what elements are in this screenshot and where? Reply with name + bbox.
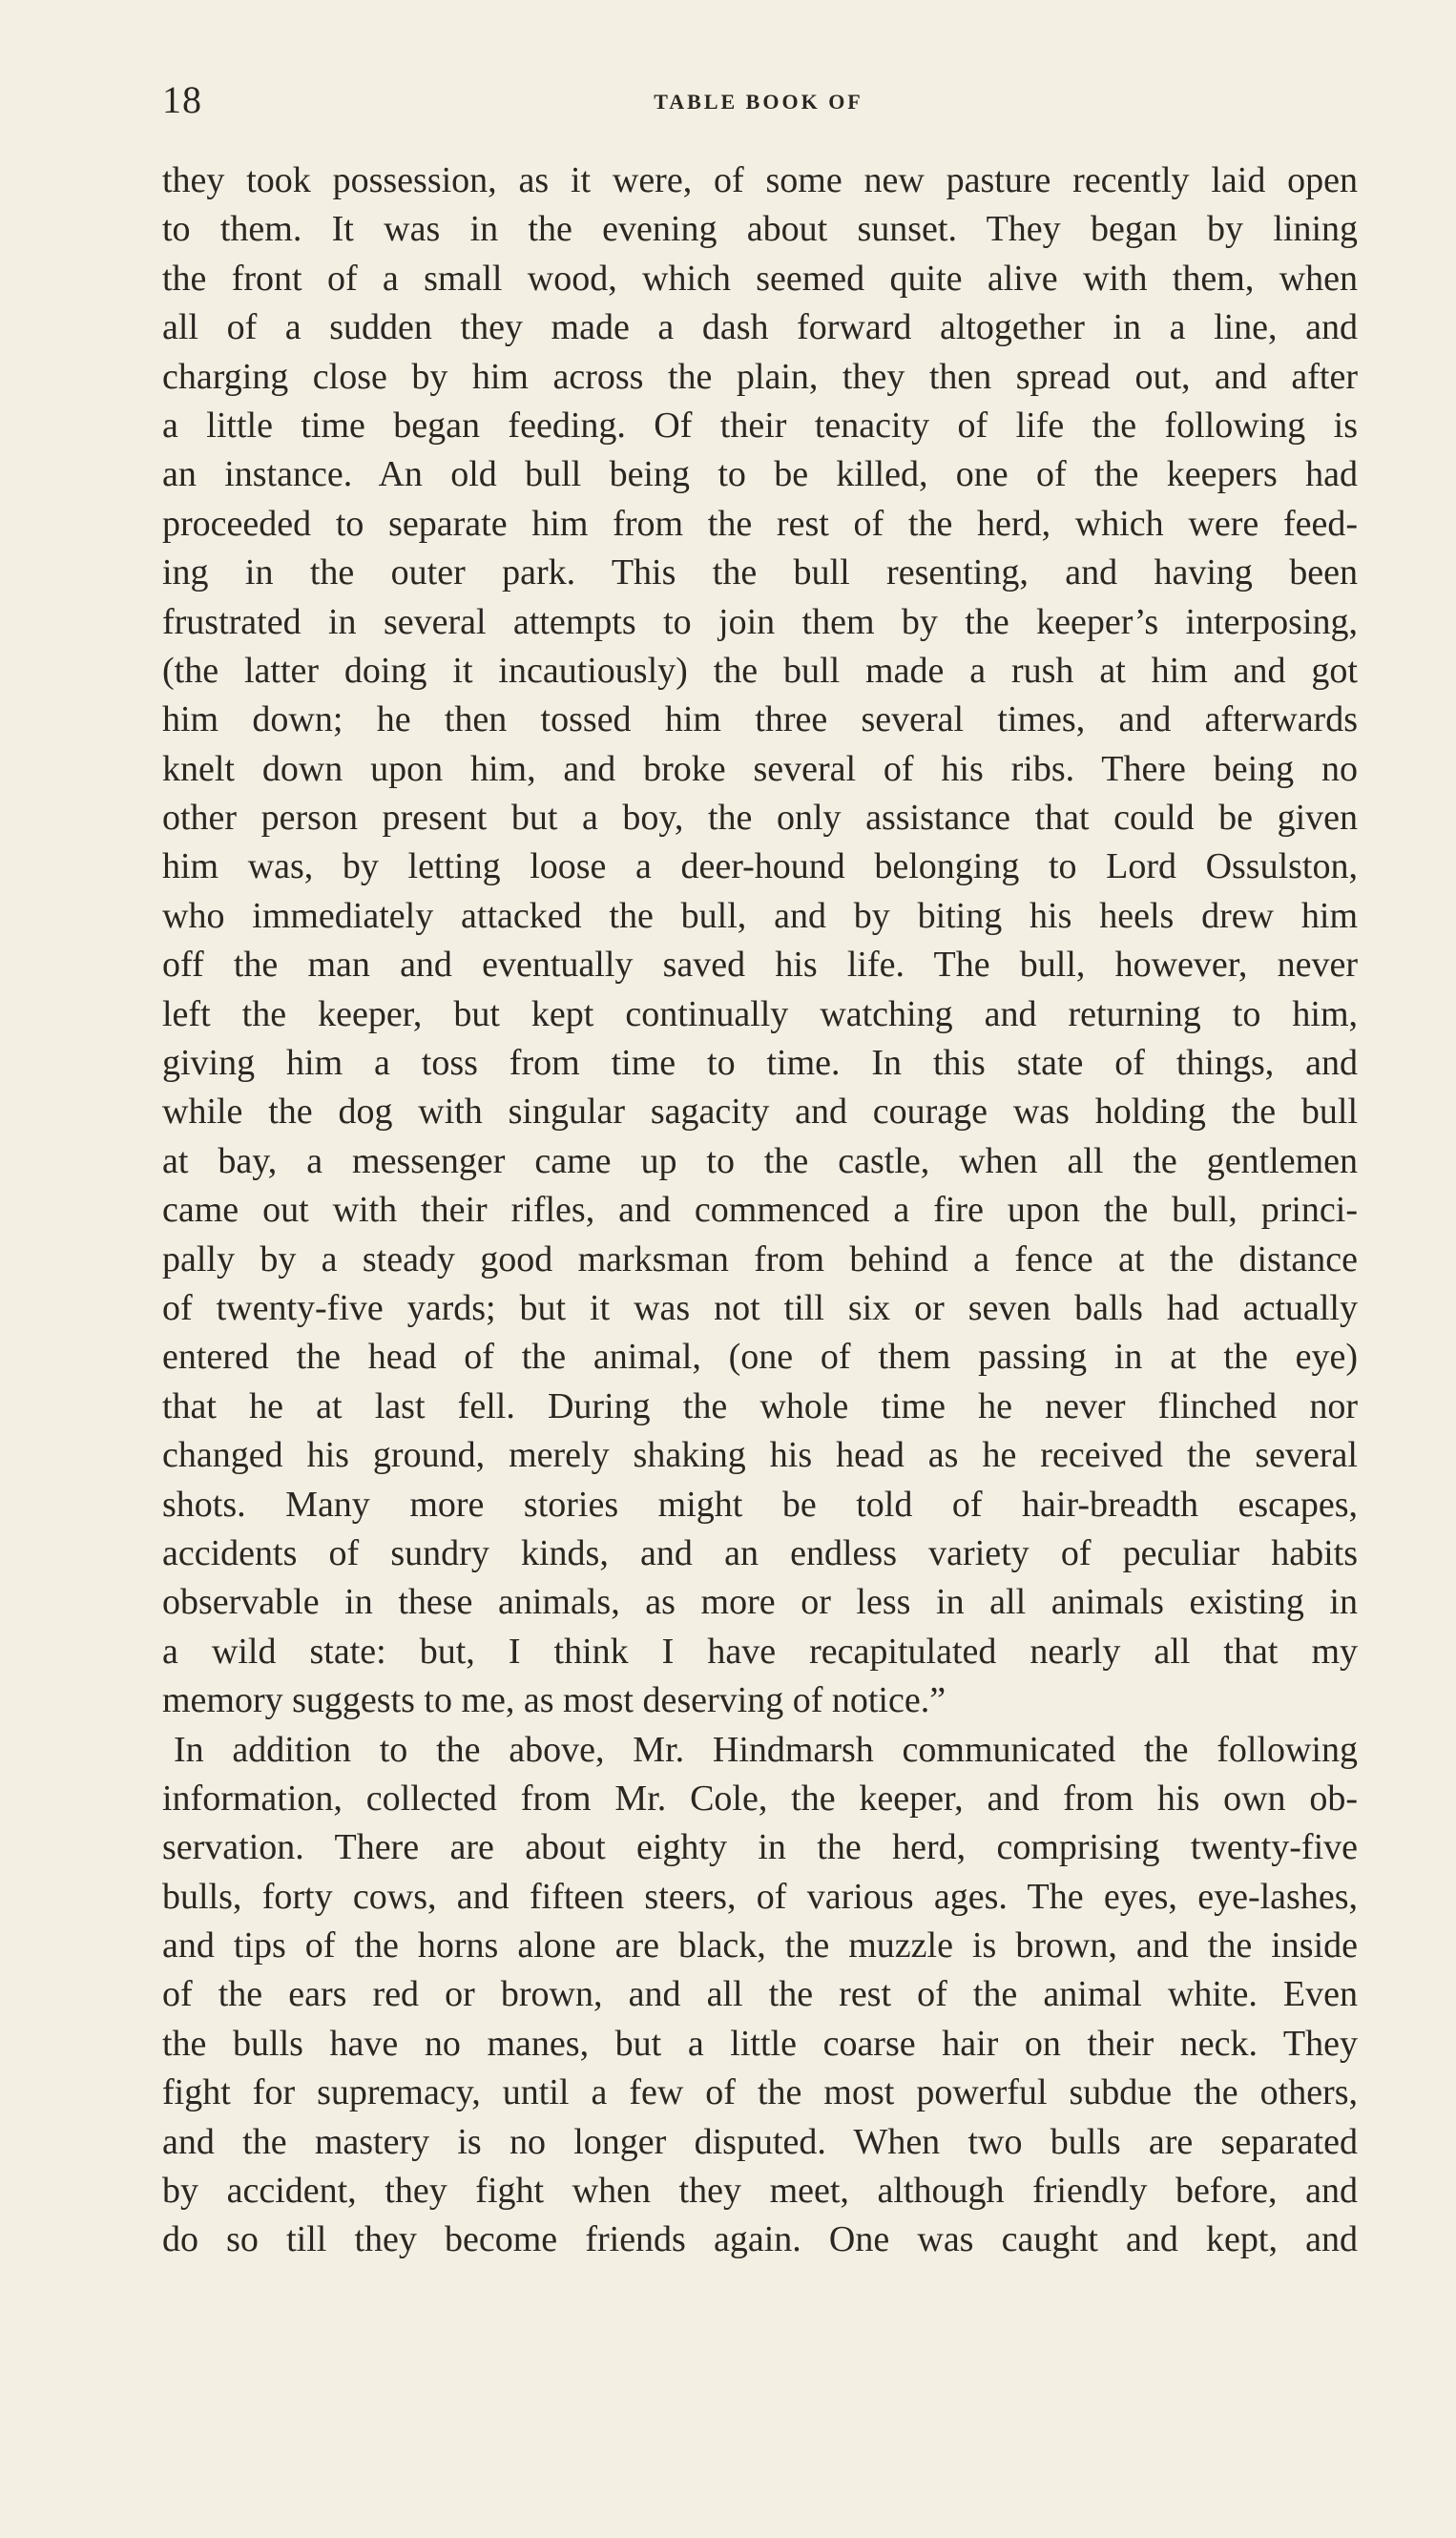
text-line: giving him a toss from time to time. In this state of things, and — [162, 1043, 1358, 1084]
text-line: the bulls have no manes, but a little coarse hair on their neck. They — [162, 2023, 1358, 2064]
text-line: knelt down upon him, and broke several of his ribs. There being no — [162, 748, 1358, 789]
text-line: other person present but a boy, the only assistance that could be given — [162, 798, 1358, 839]
text-line: by accident, they fight when they meet, although friendly before, and — [162, 2171, 1358, 2212]
text-line: of the ears red or brown, and all the rest of the animal white. Even — [162, 1974, 1358, 2015]
text-line: off the man and eventually saved his life. The bull, however, never — [162, 945, 1358, 986]
text-line: and the mastery is no longer disputed. When two bulls are separated — [162, 2121, 1358, 2162]
text-line: pally by a steady good marksman from behind a fence at the distance — [162, 1238, 1358, 1279]
text-line: while the dog with singular sagacity and courage was holding the bull — [162, 1092, 1358, 1133]
text-line: ing in the outer park. This the bull resenting, and having been — [162, 552, 1358, 593]
text-line: bulls, forty cows, and fifteen steers, of various ages. The eyes, eye-lashes, — [162, 1876, 1358, 1917]
text-line: proceeded to separate him from the rest of the herd, which were feed- — [162, 503, 1358, 544]
text-line: at bay, a messenger came up to the castle, when all the gentlemen — [162, 1140, 1358, 1181]
running-head — [162, 76, 1355, 124]
text-line: changed his ground, merely shaking his head as he received the several — [162, 1435, 1358, 1476]
text-line: him down; he then tossed him three several times, and afterwards — [162, 699, 1358, 740]
text-line: that he at last fell. During the whole time he never flinched nor — [162, 1385, 1358, 1426]
paragraph-start-line: In addition to the above, Mr. Hindmarsh communicated the following — [174, 1729, 1358, 1770]
text-line: observable in these animals, as more or less in all animals existing in — [162, 1582, 1358, 1623]
text-line: all of a sudden they made a dash forward altogether in a line, and — [162, 307, 1358, 348]
page-number: 18 — [162, 78, 202, 121]
text-line: who immediately attacked the bull, and by biting his heels drew him — [162, 895, 1358, 936]
text-line: fight for supremacy, until a few of the most powerful subdue the others, — [162, 2072, 1358, 2113]
text-line: (the latter doing it incautiously) the bull made a rush at him and got — [162, 650, 1358, 691]
text-line: charging close by him across the plain, they then spread out, and after — [162, 356, 1358, 397]
text-line: accidents of sundry kinds, and an endless variety of peculiar habits — [162, 1532, 1358, 1573]
text-line: a little time began feeding. Of their tenacity of life the following is — [162, 405, 1358, 446]
text-line: an instance. An old bull being to be killed, one of the keepers had — [162, 454, 1358, 495]
text-line: they took possession, as it were, of some new pasture recently laid open — [162, 160, 1358, 200]
text-line: left the keeper, but kept continually watching and returning to him, — [162, 993, 1358, 1034]
text-line: a wild state: but, I think I have recapitulated nearly all that my — [162, 1631, 1358, 1672]
text-line: of twenty-five yards; but it was not till six or seven balls had actually — [162, 1287, 1358, 1328]
text-line: frustrated in several attempts to join them by the keeper’s interposing, — [162, 601, 1358, 642]
text-line: and tips of the horns alone are black, the muzzle is brown, and the inside — [162, 1925, 1358, 1966]
text-line: shots. Many more stories might be told of hair-breadth escapes, — [162, 1484, 1358, 1525]
body-text — [162, 156, 1358, 2265]
text-line: information, collected from Mr. Cole, the keeper, and from his own ob- — [162, 1778, 1358, 1819]
paragraph-end-line: memory suggests to me, as most deserving of notice.” — [162, 1680, 946, 1721]
text-line: to them. It was in the evening about sunset. They began by lining — [162, 209, 1358, 250]
text-line: do so till they become friends again. One was caught and kept, and — [162, 2219, 1358, 2260]
text-line: the front of a small wood, which seemed quite alive with them, when — [162, 258, 1358, 299]
text-line: servation. There are about eighty in the herd, comprising twenty-five — [162, 1827, 1358, 1868]
text-line: came out with their rifles, and commenced a fire upon the bull, princi- — [162, 1190, 1358, 1231]
running-title: TABLE BOOK OF — [654, 90, 863, 114]
text-line: entered the head of the animal, (one of them passing in at the eye) — [162, 1337, 1358, 1378]
text-line: him was, by letting loose a deer-hound belonging to Lord Ossulston, — [162, 846, 1358, 887]
